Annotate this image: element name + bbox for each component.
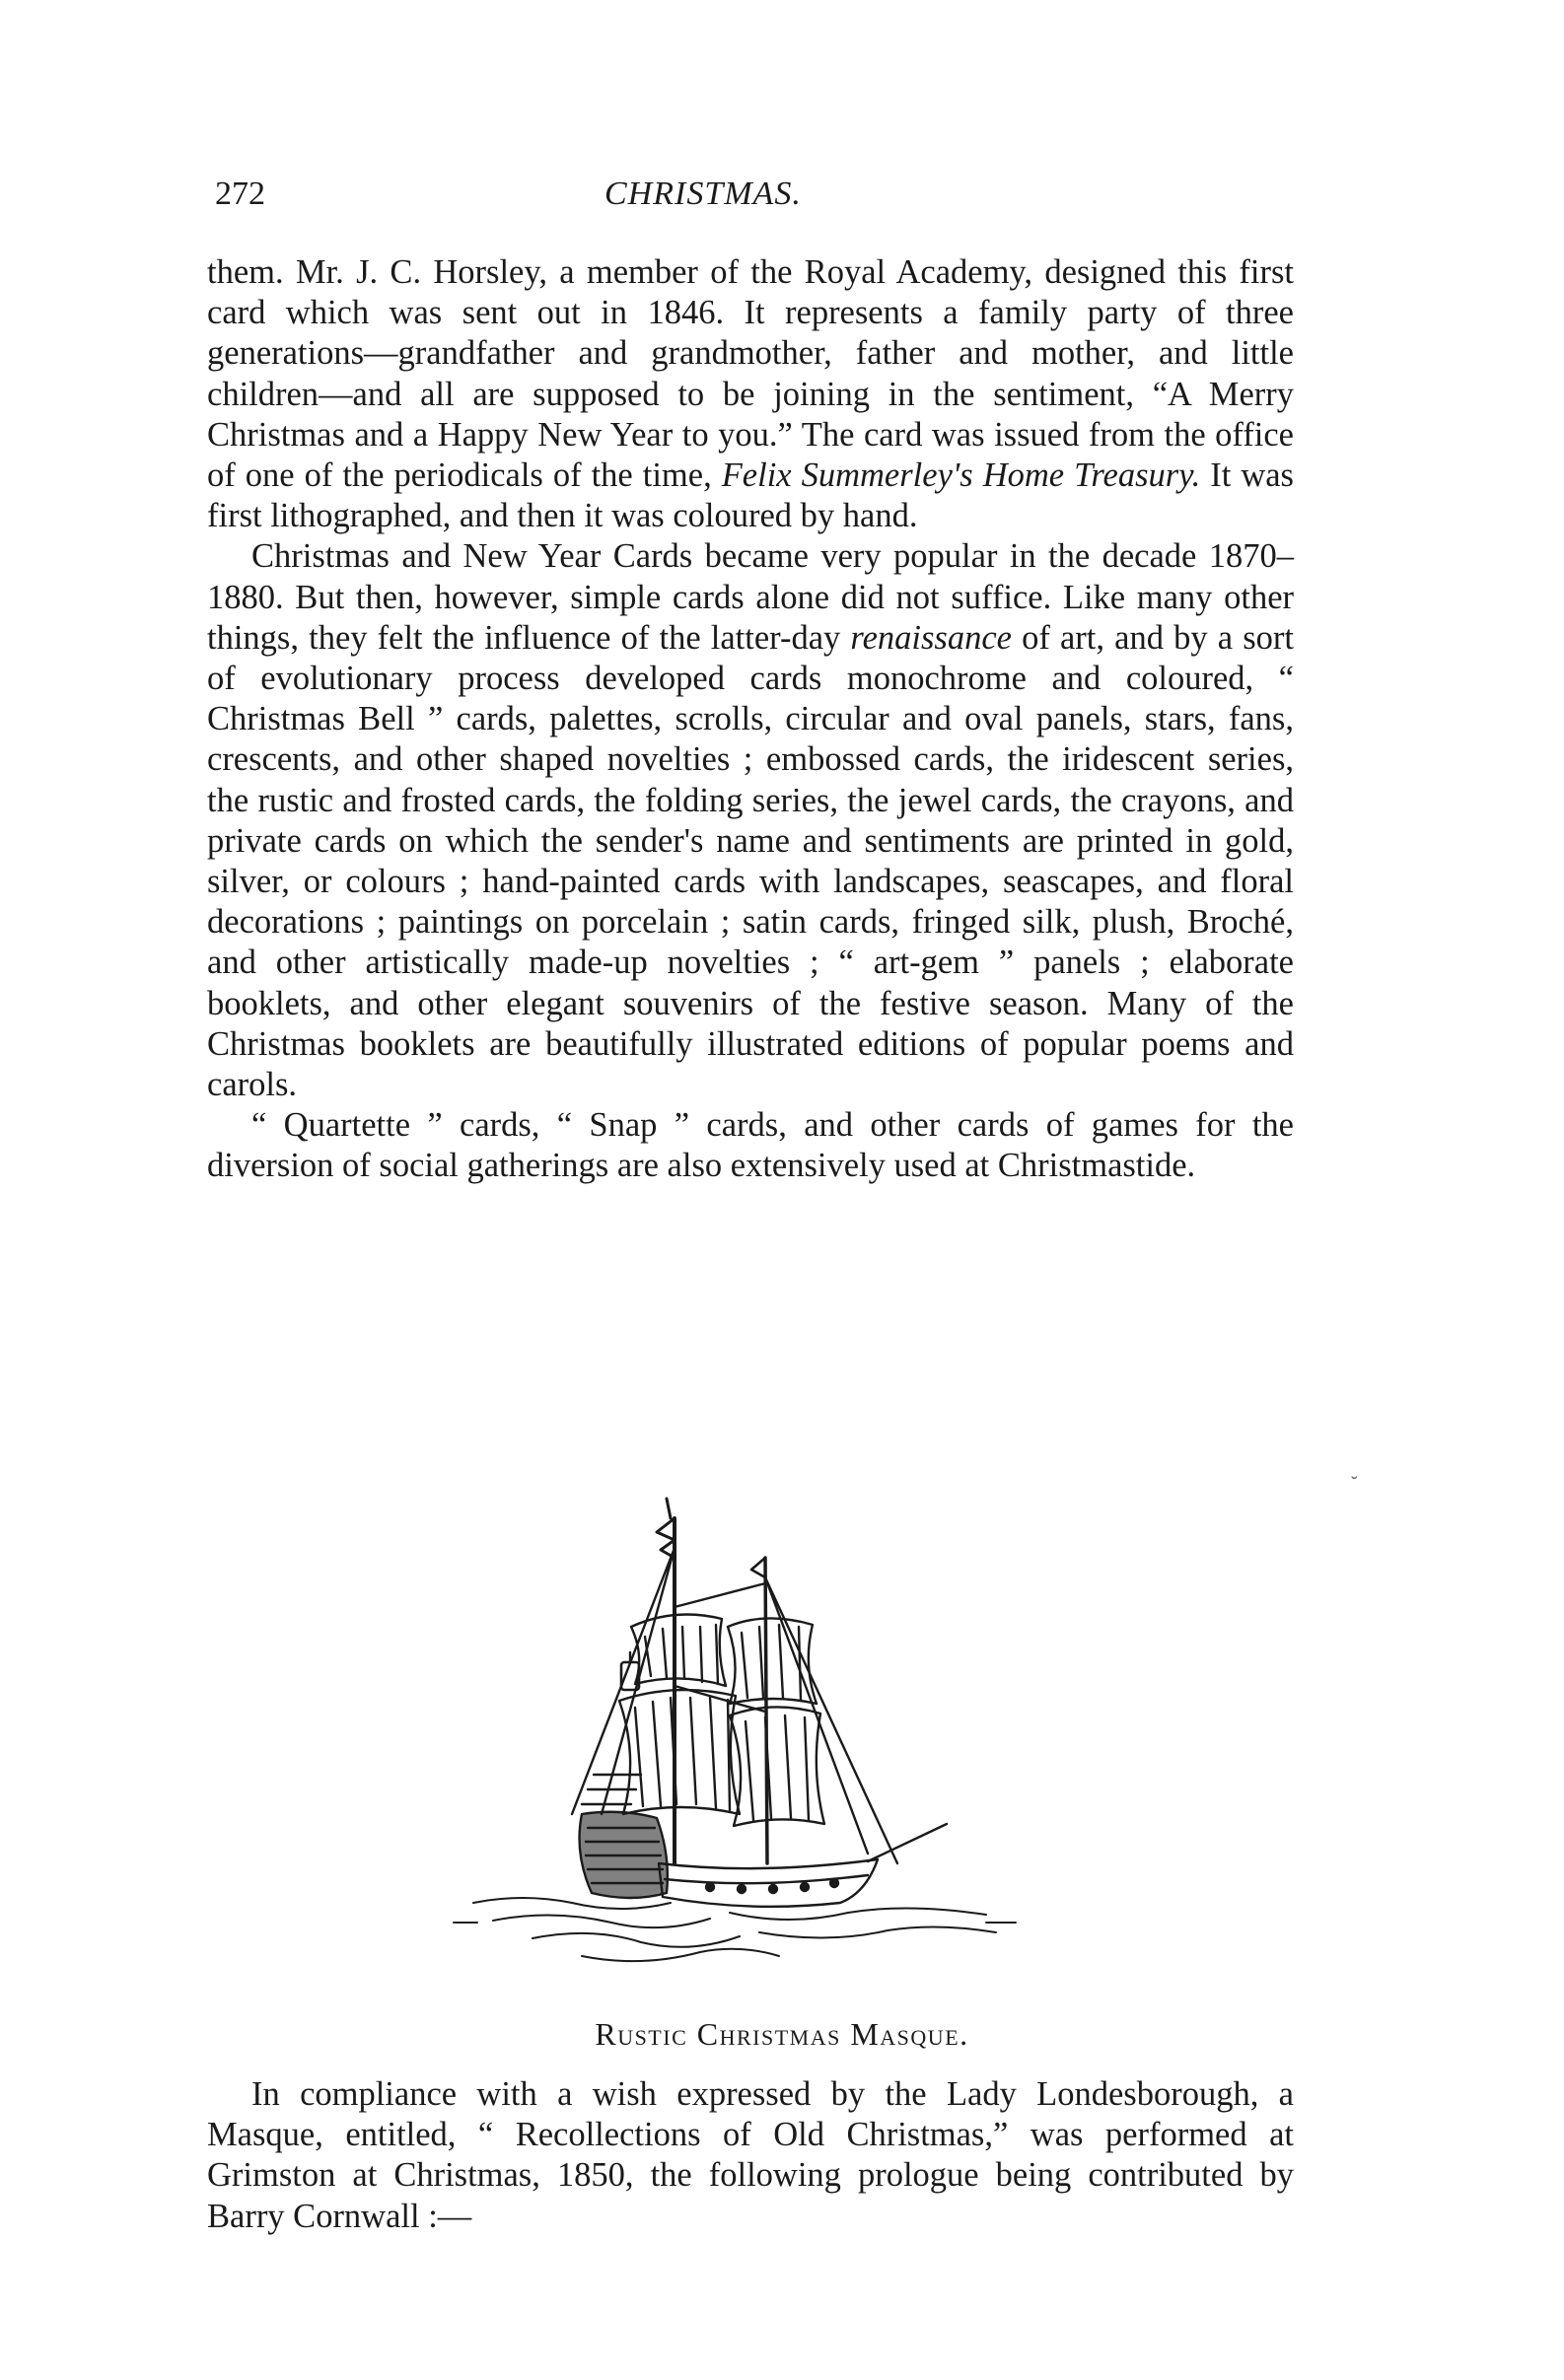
paragraph-text: It was first lithographed, and then it was coloured by hand.: [207, 456, 1294, 535]
sailing-ship-engraving-icon: [434, 1489, 1026, 1992]
body-text: [207, 252, 1294, 1187]
paragraph-text: them. Mr. J. C. Horsley, a member of the Royal Academy, designed this first card which was sent out in 1846. It represents a family party of three generations—grandfather and grandmother, father and mother, and little children—and all are supposed to be joining in the sentiment, “A Merry Christmas and a Happy New Year to you.” The card was issued from the office of one of the periodicals of the time,: [207, 253, 1294, 495]
italic-word: renaissance: [850, 618, 1012, 657]
page-number: 272: [215, 175, 265, 212]
paragraph-card-varieties: [207, 536, 1294, 1105]
paragraph-masque: In compliance with a wish expressed by the Lady Londesborough, a Masque, entitled, “ Recollections of Old Christmas,” was performed at Grimston at Christmas, 1850, the following prologue being contributed by Barry Cornwall :—: [207, 2075, 1294, 2235]
figure-caption: Rustic Christmas Masque.: [595, 2016, 969, 2052]
paragraph-game-cards: “ Quartette ” cards, “ Snap ” cards, and other cards of games for the diversion of social gatherings are also extensively used at Christmastide.: [207, 1106, 1294, 1185]
paragraph-text: of art, and by a sort of evolutionary process developed cards monochrome and coloured, “ Christmas Bell ” cards, palettes, scrolls, circular and oval panels, stars, fans, crescents, and other shaped novelties ; embossed cards, the iridescent series, the rustic and frosted cards, the folding series, the jewel cards, the crayons, and private cards on which the sender's name and sentiments are printed in gold, silver, or colours ; hand-painted cards with landscapes, seascapes, and floral decorations ; paintings on porcelain ; satin cards, fringed silk, plush, Broché, and other artistically made-up novelties ; “ art-gem ” panels ; elaborate booklets, and other elegant souvenirs of the festive season. Many of the Christmas booklets are beautifully illustrated editions of popular poems and carols.: [207, 618, 1294, 1104]
paragraph-horsley-card: [207, 252, 1294, 536]
running-title: CHRISTMAS.: [604, 175, 802, 212]
running-head: [215, 175, 1300, 225]
italic-title: Felix Summerley's Home Treasury.: [721, 456, 1201, 495]
print-speck: ˘: [1351, 1473, 1358, 1495]
closing-text: [207, 2074, 1294, 2237]
paragraph-text: Christmas and New Year Cards became very popular in the decade 1870–1880. But then, however, simple cards alone did not suffice. Like many other things, they felt the influence of the latter-day: [207, 537, 1294, 657]
